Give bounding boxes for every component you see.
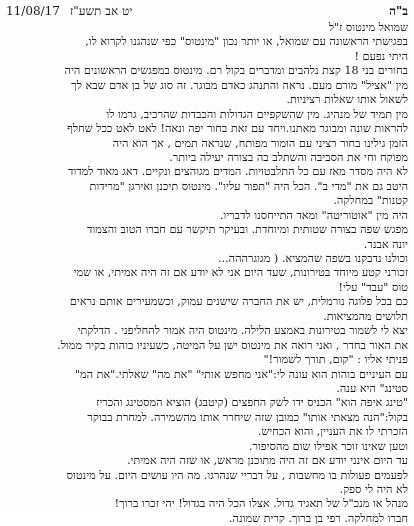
text-line: יצא לי לשמור בטירונות באמצע הלילה. מינטוס היה אמור להחליפני . הדלקתי [77, 324, 408, 338]
text-line: לא היה מסדר מאז עם כל התלבטויות. המדים מגוהצים ונקיים. דאג מאוד למדוד [68, 165, 408, 179]
text-line: קטנות" במחלקה. [333, 194, 408, 208]
text-line: מין תמיד של מנהיג. מין שהשקפיים הגדולות והכבדות שהרכיב, גרמו לו [106, 107, 408, 121]
text-line: בפגישתי הראשונה עם שמואל, או יותר נכון "מינטוס" כפי שנהגנו לקרוא לו, [85, 35, 408, 49]
letter-body [6, 21, 408, 526]
text-line: מין "אציל" מורם מעם. נראה והתנהג כאדם מבוגר. זה סוג של בן אדם שבא לך [71, 78, 408, 92]
text-line: בחורים בני 18 קצת נלהבים ומדברים בקול רם. מינטוס במפגשים הראשונים היה [64, 64, 408, 78]
text-line: היטב גם את "מדי ב". הכל היה "תפור עליו". מינטוס תיכנן ואירגן "מרידות [89, 179, 408, 193]
text-line: וכולנו נדבקנו בשפה שהמציא. ( מגוגרההה... [218, 252, 408, 265]
text-line: וטען שאינו זוכר אפילו שום מהסיפור. [248, 439, 408, 453]
date-line [6, 4, 132, 19]
text-line: תלושים מהמציאות. [323, 309, 408, 323]
text-line: הזכרתי לו את העניין, והוא הכחיש. [257, 425, 408, 439]
text-line: עם העיניים בוהות הוא עונה לי:"אני מחפש אותי" "את מה" שאלתי."את המ" [74, 367, 408, 381]
text-line: בקול:"הנה מצאתי אותו" כמובן שזה שיחרר אותו מהשמירה. למחרת בבוקר [87, 410, 408, 424]
hebrew-date: יט אב תשע"ז [69, 4, 133, 18]
text-line: הזמן גילינו בחור רציני עם הומור מפותח, שנראה תמים , אך הוא היה [112, 136, 408, 150]
text-line: סטינג" היא ענה. [336, 381, 408, 395]
bs-mark: ב"ה [389, 4, 408, 18]
text-line: היתי נפעם ! [354, 49, 408, 63]
text-line: זכורני קטע מיוחד בטירונות, שעד היום אני לא יודע אם זה היה אמיתי, או שמי [73, 266, 408, 280]
text-line: לא היה לי ספק. [339, 483, 408, 496]
text-line: מפוקח וחי את הסביבה והשתלב בה בצורה יעילה ביותר. [169, 150, 408, 164]
text-line: מנהל או מנכ"ל של תאגיד גדול. אצלו הכל היה בגדול! יהי זכרו ברוך! [114, 497, 408, 511]
text-line: פניתי אליו : "קום, תורך לשמור!" [263, 353, 408, 367]
signature-line: חברו למחלקה. רפי בן ברוך. קרית שמונה. [228, 511, 408, 525]
letter-header [6, 4, 408, 19]
text-line: עד היום אינני יודע אם זה היה מתוכנן מראש, או שזה היה אמיתי. [126, 454, 408, 468]
text-line: לפעמים פעולות בו מחשבות , על דבריי שנהרגו. מה היו עושים היום. על מינטוס [66, 468, 408, 482]
text-line: מפגש שפה בצורה שטותית ומיוחדת. ובעיקר תיקשר עם חברו הטוב והצמוד [86, 223, 408, 237]
text-line: להראות שונה ומבוגר מאתנו.ויחד עם זאת בחור יפה ונאה! לאט לאט ככל שחלף [67, 122, 408, 136]
text-line: היה מין "אוטוריטה" ומאד התייחסנו לדבריו. [219, 208, 408, 222]
text-line-title: שמואל מינטוס ז"ל [328, 21, 408, 34]
gregorian-date: 11/08/17 [6, 4, 60, 18]
text-line: את האור בחדר , ואני רואה את מינטוס ישן על המיטה, כשעיניו בוהות בקיר ממול. [57, 338, 408, 352]
text-line: לשאול אותו שאלות רציניות. [286, 93, 408, 107]
text-line: יונה אבנר. [363, 237, 408, 251]
text-line: "טינג איפה הוא" הכניס ידו לשק החפצים (קיטבג) הוציא המסטינג והכריז [96, 396, 408, 410]
text-line: טוס "עבד" עלי! [338, 280, 408, 294]
text-line: כם בכל פלוגה נורמלית, יש את החברה שישנים עמוק, וכשמעירים אותם נראים [69, 295, 408, 309]
